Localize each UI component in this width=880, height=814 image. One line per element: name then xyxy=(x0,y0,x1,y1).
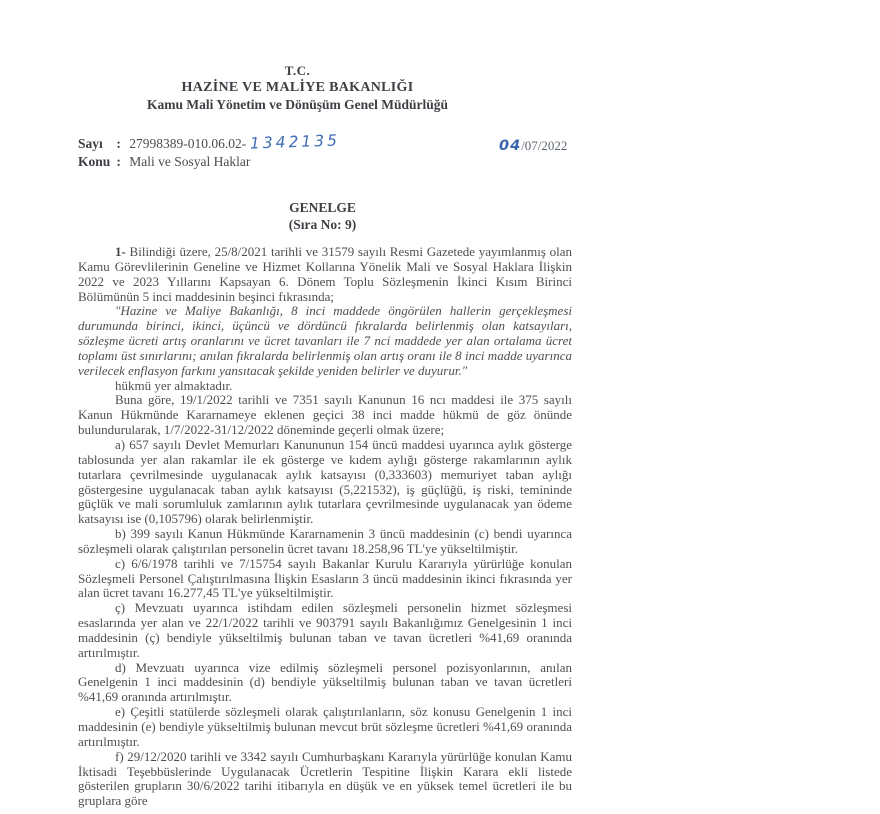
letterhead-tc: T.C. xyxy=(284,63,311,78)
konu-colon: : xyxy=(116,153,121,169)
body-paragraph: e) Çeşitli statülerde sözleşmeli olarak çalıştırılanların, söz konusu Genelgenin 1 inci maddesinin (e) bendiyle yükseltilmiş bulunan mevcut brüt sözleşme ücretleri %41,69 oranında artırılmıştır. xyxy=(78,704,572,749)
body-paragraph: f) 29/12/2020 tarihli ve 3342 sayılı Cumhurbaşkanı Kararıyla yürürlüğe konulan Kamu İktisadi Teşebbüslerinde Uygulanacak Ücretlerin Tespitine İlişkin Karara ekli listede gösterilen grupların 30/6/2022 tarihi itibarıyla en düşük ve en yüksek temel ücretleri ile bu gruplara göre xyxy=(78,748,572,809)
sayi-handwritten-number: 1342135 xyxy=(249,131,340,153)
document-title xyxy=(70,200,575,233)
body-paragraph: hükmü yer almaktadır. xyxy=(115,377,233,393)
title-genelge: GENELGE xyxy=(289,200,356,215)
konu-value: Mali ve Sosyal Haklar xyxy=(129,153,251,169)
body-paragraph: c) 6/6/1978 tarihli ve 7/15754 sayılı Bakanlar Kurulu Kararıyla yürürlüğe konulan Sözleşmeli Personel Çalıştırılmasına İlişkin Esasların 3 üncü maddesinin ikinci fıkrasında yer alan ücret tavanı 16.277,45 TL'ye yükseltilmiştir. xyxy=(78,555,572,601)
sayi-row xyxy=(78,131,340,153)
date-day-handwritten: 04 xyxy=(499,138,522,154)
letterhead-ministry: HAZİNE VE MALİYE BAKANLIĞI xyxy=(181,80,414,95)
sayi-label: Sayı xyxy=(78,136,103,151)
title-sira-no: (Sıra No: 9) xyxy=(288,216,357,232)
body-paragraph: ç) Mevzuatı uyarınca istihdam edilen sözleşmeli personelin hizmet sözleşmesi esaslarında yer alan ve 22/1/2022 tarihli ve 903791 sayılı Bakanlığımız Genelgesinin 1 inci maddesinin (ç) bendiyle yükseltilmiş bulunan taban ve tavan ücretleri %41,69 oranında artırılmıştır. xyxy=(78,600,572,660)
ministry-letterhead xyxy=(45,63,550,113)
body-paragraph: a) 657 sayılı Devlet Memurları Kanununun 154 üncü maddesi uyarınca aylık gösterge tablosunda yer alan rakamlar ile ek gösterge ve kıdem aylığı gösterge rakamlarının aylık tutarlara çevrilmesinde uygulanacak aylık katsayısı (0,333603) memuriyet taban aylığı göstergesine uygulanacak taban aylık katsayısı (5,221532), iş güçlüğü, iş riski, temininde güçlük ve mali sorumluluk zamlarının aylık tutarlara çevrilmesinde uygulanacak yan ödeme katsayısı ise (0,105796) olarak belirlenmiştir. xyxy=(78,436,572,527)
sayi-value: 27998389-010.06.02- xyxy=(129,136,247,151)
body-paragraph: b) 399 sayılı Kanun Hükmünde Kararnamenin 3 üncü maddesinin (c) bendi uyarınca sözleşmeli olarak çalıştırılan personelin ücret tavanı 18.258,96 TL'ye yükseltilmiştir. xyxy=(78,526,572,556)
date-month-year: /07/2022 xyxy=(521,138,568,153)
paragraph-number: 1- xyxy=(115,244,126,259)
konu-row xyxy=(78,153,340,171)
body-paragraph: "Hazine ve Maliye Bakanlığı, 8 inci maddede öngörülen hallerin gerçekleşmesi durumunda birinci, ikinci, üçüncü ve dördüncü fıkralarda belirlenmiş olan katsayıları, sözleşme ücreti artış oranlarını ve ücret tavanları ile 7 nci maddede yer alan ortalama ücret toplamı üst sınırlarını; anılan fıkralarda belirlenmiş olan artış oranı ile 8 inci madde uyarınca verilecek enflasyon farkını yansıtacak şekilde yeniden belirler ve duyurur." xyxy=(78,303,572,378)
body-paragraph: Buna göre, 19/1/2022 tarihli ve 7351 sayılı Kanunun 16 ncı maddesi ile 375 sayılı Kanun Hükmünde Kararnameye eklenen geçici 38 inci madde hükmü de göz önünde bulundurularak, 1/7/2022-31/12/2022 döneminde geçerli olmak üzere; xyxy=(78,392,572,438)
body-paragraph: 1- Bilindiği üzere, 25/8/2021 tarihli ve 31579 sayılı Resmi Gazetede yayımlanmış olan Kamu Görevlilerinin Geneline ve Hizmet Kollarına Yönelik Mali ve Sosyal Haklara İlişkin 2022 ve 2023 Yıllarını Kapsayan 6. Dönem Toplu Sözleşmenin İkinci Kısım Birinci Bölümünün 5 inci maddesinin beşinci fıkrasında; xyxy=(78,244,572,304)
sayi-colon: : xyxy=(116,136,121,151)
body-paragraph: d) Mevzuatı uyarınca vize edilmiş sözleşmeli personel pozisyonlarının, anılan Genelgenin 1 inci maddesinin (d) bendiyle yükseltilmiş bulunan taban ve tavan ücretleri %41,69 oranında artırılmıştır. xyxy=(78,659,572,705)
document-date xyxy=(499,138,567,154)
letterhead-directorate: Kamu Mali Yönetim ve Dönüşüm Genel Müdürlüğü xyxy=(146,97,449,112)
document-body xyxy=(78,245,572,809)
document-meta xyxy=(78,131,340,170)
konu-label: Konu xyxy=(78,153,111,169)
